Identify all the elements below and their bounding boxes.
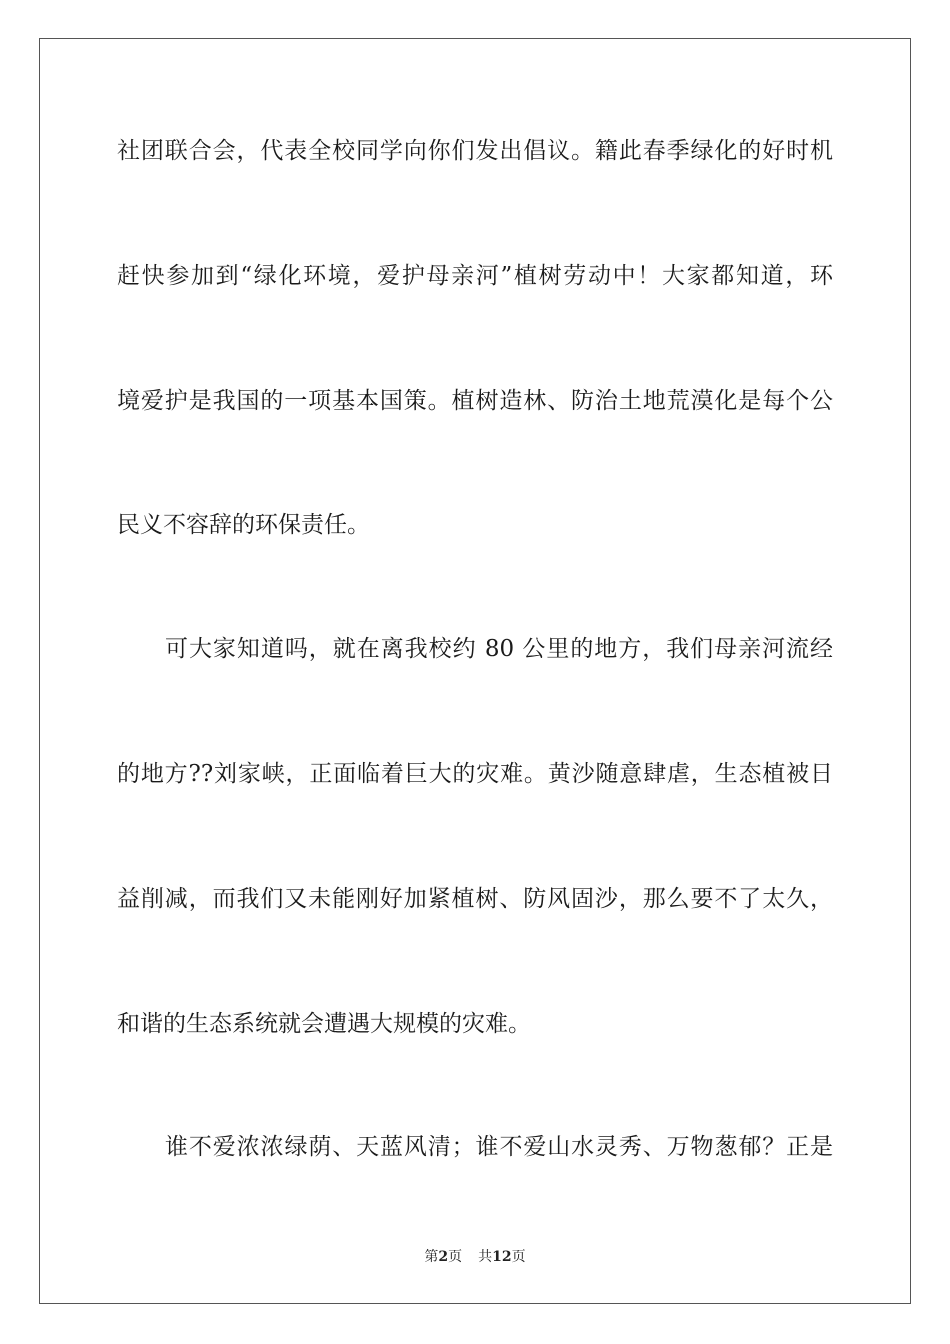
body-text-line: 民义不容辞的环保责任。 [117, 512, 370, 538]
body-text-line: 赶快参加到“绿化环境，爱护母亲河”植树劳动中！大家都知道，环 [117, 263, 833, 289]
body-text-line: 可大家知道吗，就在离我校约 80 公里的地方，我们母亲河流经 [165, 636, 833, 662]
body-text-line: 的地方??刘家峡，正面临着巨大的灾难。黄沙随意肆虐，生态植被日 [117, 761, 833, 787]
footer-page-current: 2 [438, 1249, 449, 1265]
page-border [39, 38, 911, 1304]
body-text-line: 益削减，而我们又未能刚好加紧植树、防风固沙，那么要不了太久， [117, 886, 833, 912]
footer-total-suffix: 页 [511, 1249, 526, 1265]
body-text-line: 社团联合会，代表全校同学向你们发出倡议。籍此春季绿化的好时机 [117, 138, 833, 164]
body-text-line: 谁不爱浓浓绿荫、天蓝风清；谁不爱山水灵秀、万物葱郁？正是 [165, 1134, 833, 1160]
body-text-line: 和谐的生态系统就会遭遇大规模的灾难。 [117, 1011, 531, 1037]
page-footer [0, 1246, 950, 1266]
footer-page-prefix: 第 [424, 1249, 439, 1265]
body-text-line: 境爱护是我国的一项基本国策。植树造林、防治土地荒漠化是每个公 [117, 388, 833, 414]
footer-total-prefix: 共 [478, 1249, 493, 1265]
footer-page-suffix: 页 [448, 1249, 463, 1265]
footer-page-total: 12 [492, 1249, 512, 1265]
